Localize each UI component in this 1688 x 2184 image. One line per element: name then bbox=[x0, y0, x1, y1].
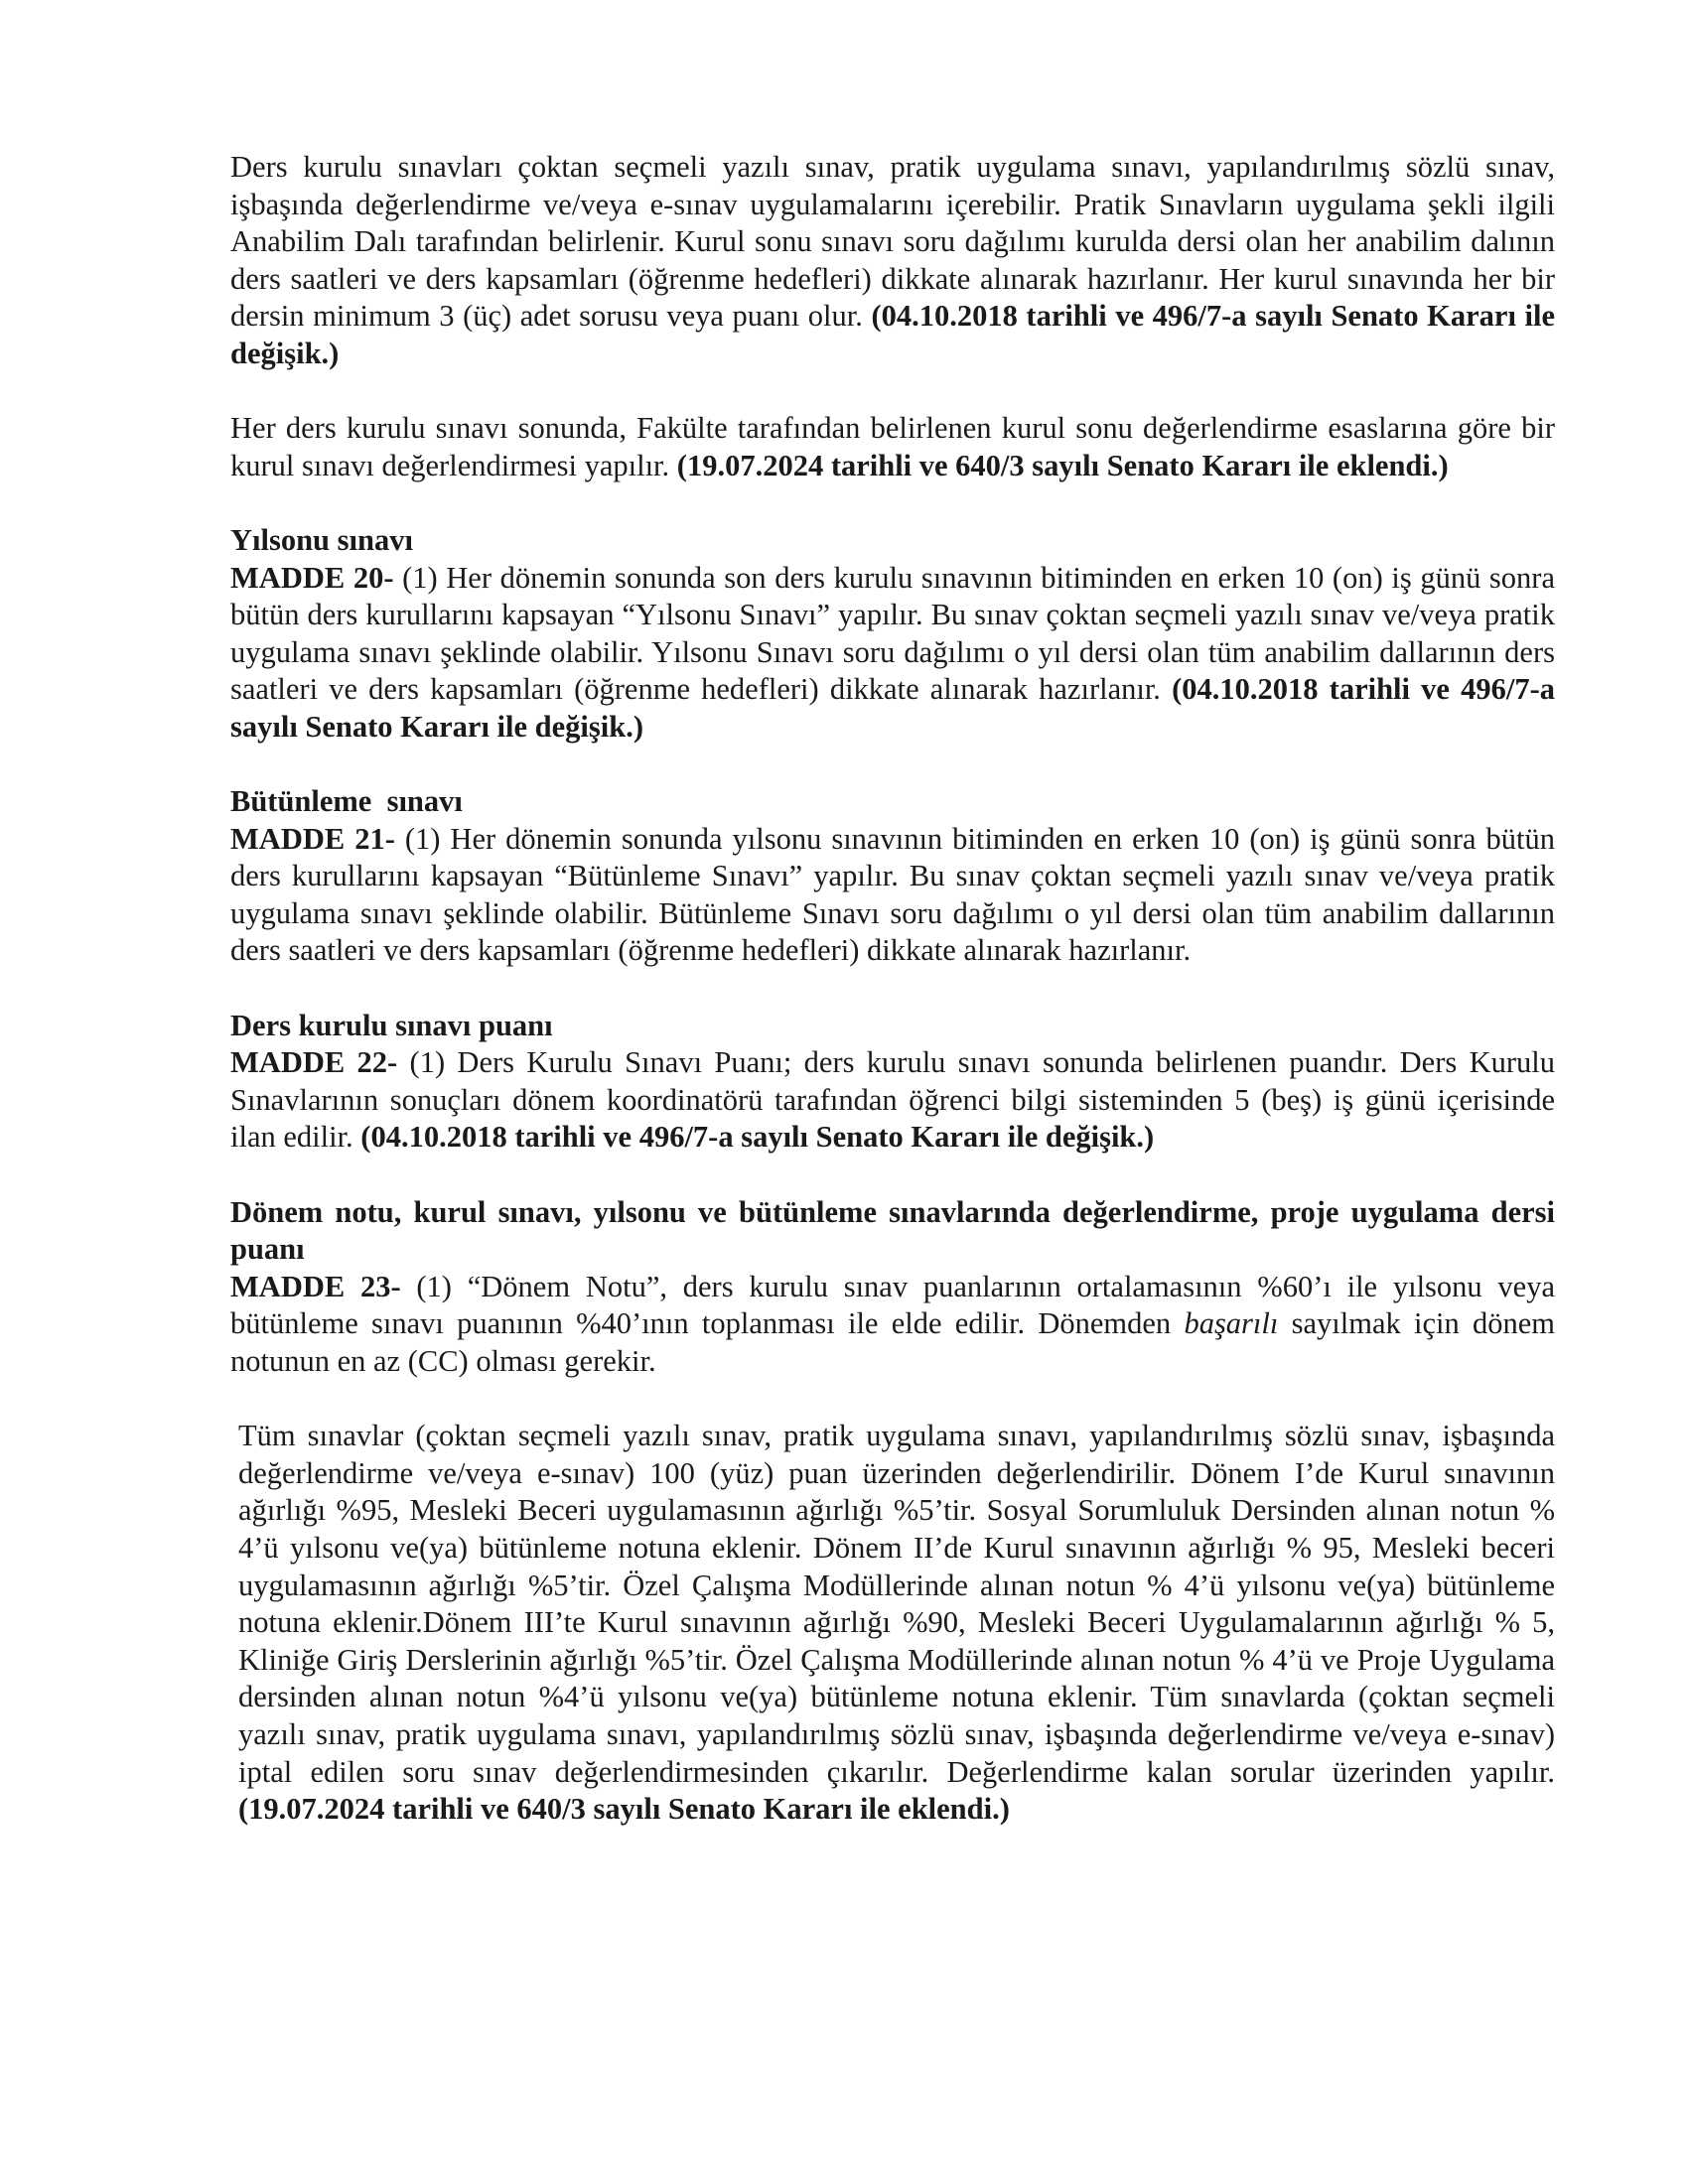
article-label: MADDE 21- bbox=[230, 821, 395, 856]
senate-decision-note: (19.07.2024 tarihli ve 640/3 sayılı Senato Kararı ile eklendi.) bbox=[676, 448, 1449, 482]
article-body bbox=[230, 1044, 1555, 1157]
article-body bbox=[230, 560, 1555, 747]
emphasis-text: başarılı bbox=[1184, 1306, 1279, 1341]
article-heading: Dönem notu, kurul sınavı, yılsonu ve bütünleme sınavlarında değerlendirme, proje uygulama dersi puanı bbox=[230, 1194, 1555, 1267]
paragraph-kurul-degerlendirme bbox=[230, 410, 1555, 484]
article-21 bbox=[230, 783, 1555, 970]
article-text: (1) Her dönemin sonunda yılsonu sınavının bitiminden en erken 10 (on) iş günü sonra bütün ders kurullarını kapsayan “Bütünleme Sınavı” yapılır. Bu sınav çoktan seçmeli yazılı sınav ve/veya pratik uygulama sınavı şeklinde olabilir. Bütünleme Sınavı soru dağılımı o yıl dersi olan tüm anabilim dallarının ders saatleri ve ders kapsamları (öğrenme hedefleri) dikkate alınarak hazırlanır. bbox=[230, 821, 1555, 968]
paragraph-text: Ders kurulu sınavları çoktan seçmeli yazılı sınav, pratik uygulama sınavı, yapılandırılmış sözlü sınav, işbaşında değerlendirme ve/veya e-sınav uygulamalarını içerebilir. Pratik Sınavların uygulama şekli ilgili Anabilim Dalı tarafından belirlenir. Kurul sonu sınavı soru dağılımı kurulda dersi olan her anabilim dalının ders saatleri ve ders kapsamları (öğrenme hedefleri) dikkate alınarak hazırlanır. Her kurul sınavında her bir dersin minimum 3 (üç) adet sorusu veya puanı olur. bbox=[230, 150, 1555, 334]
article-body bbox=[230, 821, 1555, 970]
article-label: MADDE 20- bbox=[230, 560, 394, 595]
paragraph-ders-kurulu-sinavlari bbox=[230, 149, 1555, 373]
article-label: MADDE 23- bbox=[230, 1269, 401, 1303]
article-text: sayılmak için dönem notunun en az (CC) olması gerekir. bbox=[230, 1306, 1555, 1378]
senate-decision-note: (04.10.2018 tarihli ve 496/7-a sayılı Senato Kararı ile değişik.) bbox=[360, 1120, 1155, 1155]
senate-decision-note: (04.10.2018 tarihli ve 496/7-a sayılı Senato Kararı ile değişik.) bbox=[230, 299, 1555, 370]
article-23 bbox=[230, 1194, 1555, 1381]
article-22 bbox=[230, 1008, 1555, 1157]
article-20 bbox=[230, 522, 1555, 747]
article-body bbox=[230, 1269, 1555, 1381]
paragraph-text: Tüm sınavlar (çoktan seçmeli yazılı sınav, pratik uygulama sınavı, yapılandırılmış sözlü sınav, işbaşında değerlendirme ve/veya e-sınav) 100 (yüz) puan üzerinden değerlendirilir. Dönem I’de Kurul sınavının ağırlığı %95, Mesleki Beceri uygulamasının ağırlığı %5’tir. Sosyal Sorumluluk Dersinden alınan notun % 4’ü yılsonu ve(ya) bütünleme notuna eklenir. Dönem II’de Kurul sınavının ağırlığı % 95, Mesleki beceri uygulamasının ağırlığı %5’tir. Özel Çalışma Modüllerinde alınan notun % 4’ü yılsonu ve(ya) bütünleme notuna eklenir.Dönem III’te Kurul sınavının ağırlığı %90, Mesleki Beceri Uygulamalarının ağırlığı % 5, Kliniğe Giriş Derslerinin ağırlığı %5’tir. Özel Çalışma Modüllerinde alınan notun % 4’ü ve Proje Uygulama dersinden alınan notun %4’ü yılsonu ve(ya) bütünleme notuna eklenir. Tüm sınavlarda (çoktan seçmeli yazılı sınav, pratik uygulama sınavı, yapılandırılmış sözlü sınav, işbaşında değerlendirme ve/veya e-sınav) iptal edilen soru sınav değerlendirmesinden çıkarılır. Değerlendirme kalan sorular üzerinden yapılır. bbox=[238, 1419, 1555, 1789]
paragraph-text: Her ders kurulu sınavı sonunda, Fakülte tarafından belirlenen kurul sonu değerlendirme esaslarına göre bir kurul sınavı değerlendirmesi yapılır. bbox=[230, 411, 1555, 482]
article-label: MADDE 22- bbox=[230, 1045, 398, 1080]
article-heading: Ders kurulu sınavı puanı bbox=[230, 1008, 553, 1042]
article-text: (1) Ders Kurulu Sınavı Puanı; ders kurulu sınavı sonunda belirlenen puandır. Ders Kurulu Sınavlarının sonuçları dönem koordinatörü tarafından öğrenci bilgi sisteminden 5 (beş) iş günü içerisinde ilan edilir. bbox=[230, 1045, 1555, 1155]
senate-decision-note: (19.07.2024 tarihli ve 640/3 sayılı Senato Kararı ile eklendi.) bbox=[238, 1792, 1010, 1827]
article-text: (1) Her dönemin sonunda son ders kurulu sınavının bitiminden en erken 10 (on) iş günü sonra bütün ders kurullarını kapsayan “Yılsonu Sınavı” yapılır. Bu sınav çoktan seçmeli yazılı sınav ve/veya pratik uygulama sınavı şeklinde olabilir. Yılsonu Sınavı soru dağılımı o yıl dersi olan tüm anabilim dallarının ders saatleri ve ders kapsamları (öğrenme hedefleri) dikkate alınarak hazırlanır. bbox=[230, 560, 1555, 707]
document-page bbox=[230, 149, 1555, 1829]
article-heading: Yılsonu sınavı bbox=[230, 522, 413, 557]
senate-decision-note: (04.10.2018 tarihli ve 496/7-a sayılı Senato Kararı ile değişik.) bbox=[230, 672, 1555, 744]
article-heading: Bütünleme sınavı bbox=[230, 784, 463, 819]
paragraph-exam-weights bbox=[230, 1418, 1555, 1829]
article-text: (1) “Dönem Notu”, ders kurulu sınav puanlarının ortalamasının %60’ı ile yılsonu veya bütünleme sınavı puanının %40’ının toplanması ile elde edilir. Dönemden bbox=[230, 1269, 1555, 1341]
